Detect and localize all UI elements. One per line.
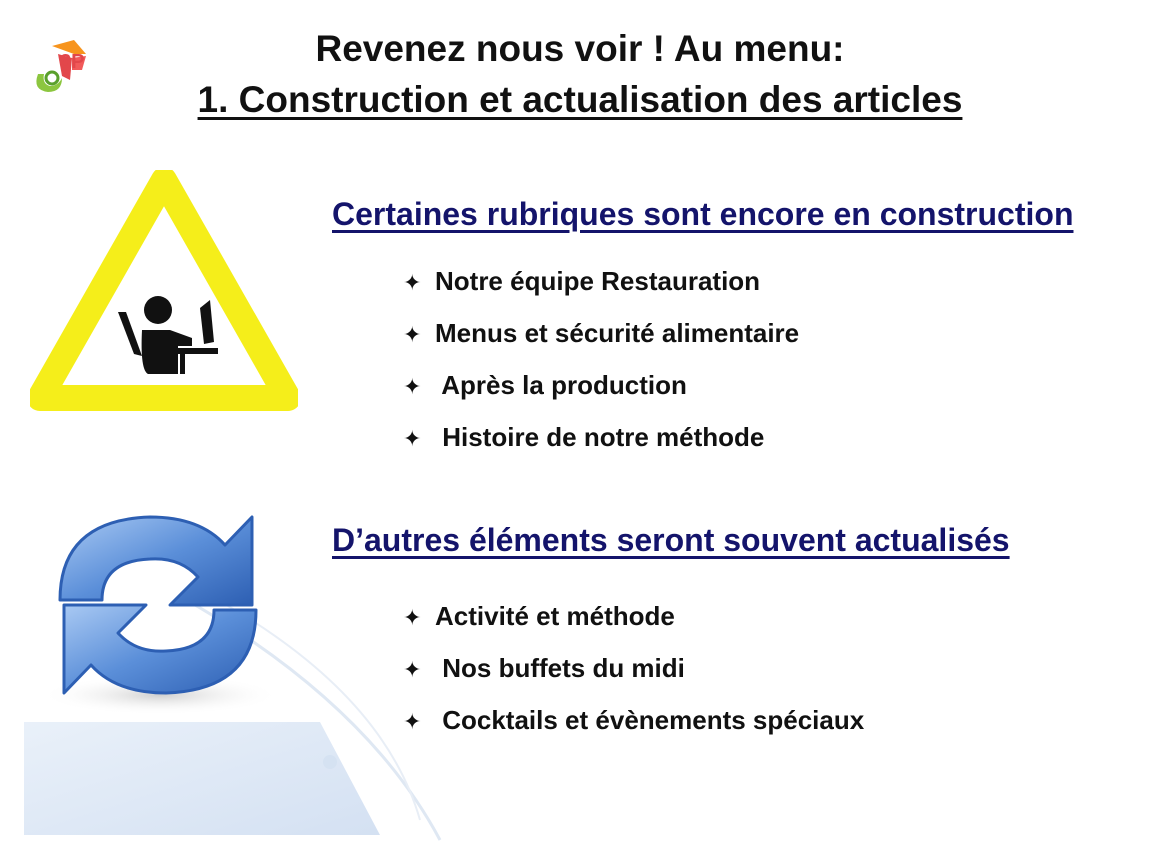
four-point-star-icon: ✦ [403,709,422,734]
list-item [403,704,864,756]
list-item [403,600,864,652]
construction-list [403,265,799,473]
list-item-label: Menus et sécurité alimentaire [435,318,800,348]
list-item-label: Histoire de notre méthode [435,422,765,452]
list-item [403,421,799,473]
section-heading-updates: D’autres éléments seront souvent actualisés [332,522,1010,558]
updates-list [403,600,864,756]
list-item [403,369,799,421]
list-item [403,265,799,317]
under-construction-warning-icon [30,170,298,412]
refresh-arrows-icon [20,495,295,725]
title-line-2 [0,79,1160,121]
svg-text:3P: 3P [60,51,85,73]
title-line-1: Revenez nous voir ! Au menu: [315,28,845,69]
list-item-label: Notre équipe Restauration [435,266,761,296]
four-point-star-icon: ✦ [403,657,422,682]
list-item [403,652,864,704]
four-point-star-icon: ✦ [403,374,422,399]
list-item [403,317,799,369]
four-point-star-icon: ✦ [403,322,422,347]
four-point-star-icon: ✦ [403,605,422,630]
section-heading-construction: Certaines rubriques sont encore en construction [332,196,1074,232]
list-item-label: Activité et méthode [435,601,675,631]
title-line-2-text: 1. Construction et actualisation des articles [197,79,963,120]
list-item-label: Après la production [435,370,687,400]
list-item-label: Nos buffets du midi [435,653,685,683]
list-item-label: Cocktails et évènements spéciaux [435,705,865,735]
four-point-star-icon: ✦ [403,426,422,451]
four-point-star-icon: ✦ [403,270,422,295]
